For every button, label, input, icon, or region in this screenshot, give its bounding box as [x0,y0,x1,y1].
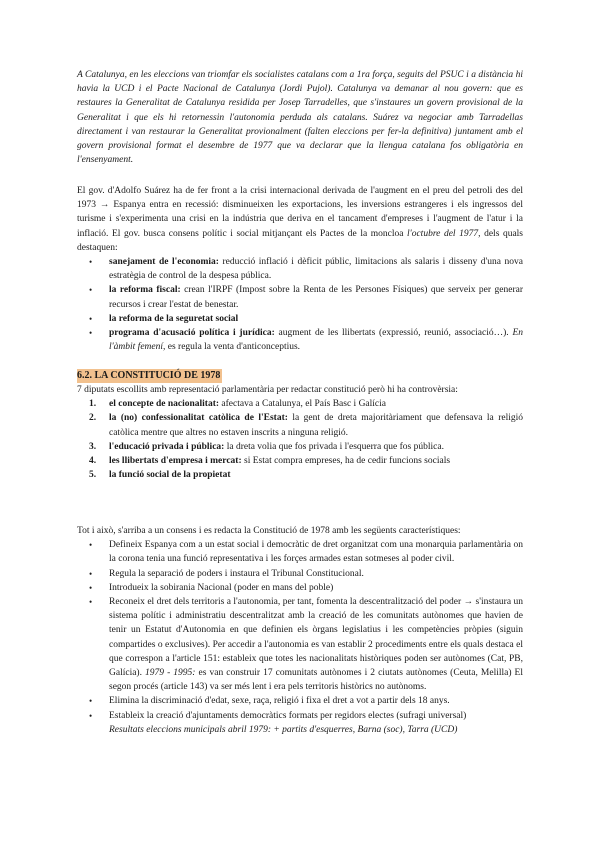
list-item: • Reconeix el dret dels territoris a l'autonomia, per tant, fomenta la descentralització del poder → s'instaura un sistema polític i administratiu descentralitzat amb la creació de les comunitats autònomes que havien de tenir un Estatut d'Autonomia en que definien els òrgans legislatius i les competències pròpies (siguin compartides o exclusives). Per accedir a l'autonomia es van establir 2 procediments entre els quals destaca el que correspon a l'article 151: estableix que totes les nacionalitats històriques poden ser autònomes (Cat, PB, Galícia). 1979 - 1995: es van construir 17 comunitats autònomes i 2 ciutats autònomes (Ceuta, Melilla) El segon procés (article 143) va ser més lent i era pels territoris històrics no autònoms. [89,597,524,693]
list-item: 5. la funció social de la propietat [89,470,231,481]
intro-section [77,68,523,167]
list-item: 4. les llibertats d'empresa i mercat: si Estat compra empreses, ha de cedir funcions socials [89,456,451,467]
list-item: • Defineix Espanya com a un estat social i democràtic de dret organitzat com una monarquia parlamentària on la corona tenia una funció representativa i les forçes armades estan sotmeses al poder civil. [89,540,523,565]
list-item: • sanejament de l'economia: reducció inflació i dèficit públic, limitacions als salaris i disseny d'una nova estratègia de control de la despesa pública. [89,257,523,282]
bullet-icon: • [89,710,93,721]
bullet-icon: • [89,696,93,707]
section-heading: 6.2. LA CONSTITUCIÓ DE 1978 [77,370,221,381]
list-item: • Elimina la discriminació d'edat, sexe, raça, religió i fixa el dret a vot a partir dels 18 anys. [77,694,523,708]
bullet-icon: • [89,568,93,579]
characteristics-section [77,524,523,737]
list-item: • Estableix la creació d'ajuntaments democràtics formats per regidors electes (sufragi universal) Resultats eleccions municipals abril 1979: + partits d'esquerres, Barna (soc), Tarra (UCD) [89,710,467,735]
bullet-icon: • [89,257,93,268]
consens-lead: Tot i això, s'arriba a un consens i es redacta la Constitució de 1978 amb les següents característiques: [77,526,461,536]
bullet-icon: • [89,313,93,324]
suarez-paragraph: El gov. d'Adolfo Suárez ha de fer front a la crisi internacional derivada de l'augment en el preu del petroli des del 1973 → Espanya entra en recessió: disminueixen les exportacions, les inversions estrangeres i els ingressos del turisme i s'experimenta una crisi en la indústria que deriva en el tancament d'empreses i l'augment de l'atur i la inflació. El gov. busca consens polític i social mitjançant els Pactes de la moncloa l'octubre del 1977, dels quals destaquen: [77,186,524,253]
list-item: • Regula la separació de poders i instaura el Tribunal Constitucional. [77,567,523,581]
list-item: • Introdueix la sobirania Nacional (poder en mans del poble) [77,581,523,595]
bullet-icon: • [89,597,93,608]
suarez-bullet-list [77,255,523,354]
list-item: • la reforma de la seguretat social [77,312,523,326]
list-item: • programa d'acusació política i jurídica: augment de les llibertats (expressió, reunió, associació…). En l'àmbit femení, es regula la venta d'anticonceptius. [89,328,523,353]
intro-paragraph: A Catalunya, en les eleccions van triomfar els socialistes catalans com a 1ra força, seguits del PSUC i a distància hi havia la UCD i el Pacte Nacional de Catalunya (Jordi Pujol). Catalunya va demanar al nou govern: que es restaures la Generalitat de Catalunya residida per Josep Tarradelles, que s'instaures un govern provisional de la Generalitat i que els hi retornessin l'autonomia perduda als catalans. Suárez va negociar amb Tarradellas directament i van restaurar la Generalitat provionalment (falten eleccions per fer-la definitiva) juntament amb el govern provisional format el desembre de 1977 que va declarar que la llengua catalana fos obligatòria en l'ensenyament. [77,70,523,166]
characteristics-list [77,538,523,737]
bullet-icon: • [89,328,93,339]
constitution-section [77,365,523,482]
bullet-icon: • [89,285,93,296]
bullet-icon: • [89,540,93,551]
controversy-list [77,397,523,482]
list-item: 2. la (no) confessionalitat catòlica de l'Estat: la gent de dreta majoritàriament que defensava la religió catòlica mentre que altres no estaven inscrits a ninguna religió. [89,413,523,438]
list-item: 1. el concepte de nacionalitat: afectava a Catalunya, el País Basc i Galícia [89,399,387,410]
suarez-section [77,184,523,354]
list-item: • la reforma fiscal: crean l'IRPF (Impost sobre la Renta de les Persones Físiques) que serveix per generar recursos i crear l'estat de benestar. [89,285,523,310]
bullet-icon: • [89,582,93,593]
list-item: 3. l'educació privada i pública: la dreta volia que fos privada i l'esquerra que fos pública. [89,441,444,452]
section-lead: 7 diputats escollits amb representació parlamentària per redactar constitució però hi ha controvèrsia: [77,385,458,395]
